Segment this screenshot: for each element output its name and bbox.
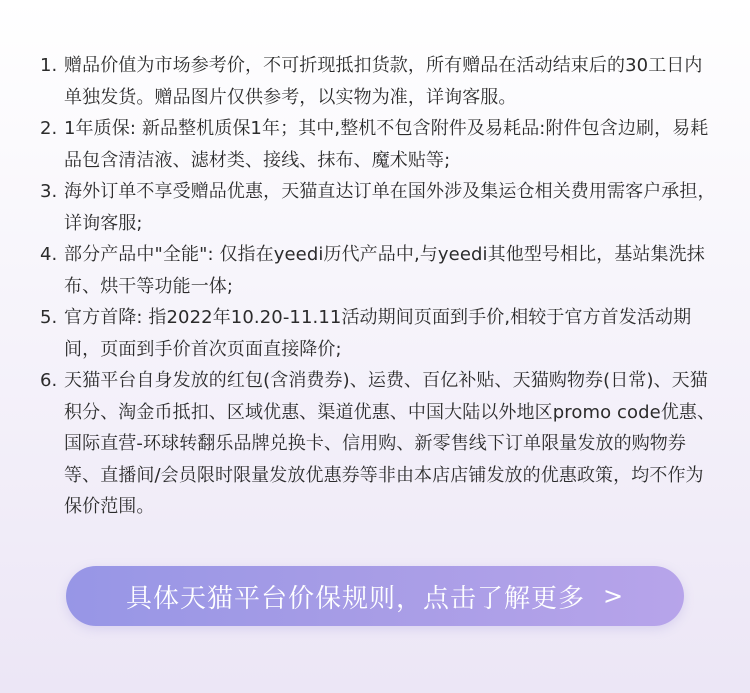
term-number: 2. bbox=[40, 118, 58, 139]
term-item bbox=[40, 113, 720, 176]
term-item bbox=[40, 302, 720, 365]
price-protection-rules-button[interactable] bbox=[66, 566, 684, 626]
term-text: 赠品价值为市场参考价，不可折现抵扣货款，所有赠品在活动结束后的30工日内单独发货。赠品图片仅供参考，以实物为准，详询客服。 bbox=[64, 55, 703, 108]
term-item bbox=[40, 50, 720, 113]
term-number: 3. bbox=[40, 181, 58, 202]
term-number: 1. bbox=[40, 55, 58, 76]
term-number: 4. bbox=[40, 244, 58, 265]
term-text: 天猫平台自身发放的红包(含消费券)、运费、百亿补贴、天猫购物券(日常)、天猫积分、淘金币抵扣、区域优惠、渠道优惠、中国大陆以外地区promo code优惠、国际直营-环球转翻乐品牌兑换卡、信用购、新零售线下订单限量发放的购物券等、直播间/会员限时限量发放优惠券等非由本店店铺发放的优惠政策，均不作为保价范围。 bbox=[64, 370, 716, 517]
term-text: 海外订单不享受赠品优惠，天猫直达订单在国外涉及集运仓相关费用需客户承担，详询客服; bbox=[64, 181, 716, 234]
term-number: 6. bbox=[40, 370, 58, 391]
cta-label: 具体天猫平台价保规则，点击了解更多 bbox=[125, 583, 585, 614]
term-item bbox=[40, 365, 720, 523]
term-text: 官方首降: 指2022年10.20-11.11活动期间页面到手价,相较于官方首发活动期间，页面到手价首次页面直接降价; bbox=[64, 307, 692, 360]
term-number: 5. bbox=[40, 307, 58, 328]
term-item bbox=[40, 176, 720, 239]
term-text: 部分产品中"全能": 仅指在yeedi历代产品中,与yeedi其他型号相比，基站集洗抹布、烘干等功能一体; bbox=[64, 244, 705, 297]
terms-list bbox=[40, 50, 720, 523]
term-text: 1年质保: 新品整机质保1年；其中,整机不包含附件及易耗品:附件包含边刷，易耗品包含清洁液、滤材类、接线、抹布、魔术贴等; bbox=[64, 118, 709, 171]
term-item bbox=[40, 239, 720, 302]
chevron-right-icon: > bbox=[602, 582, 625, 610]
